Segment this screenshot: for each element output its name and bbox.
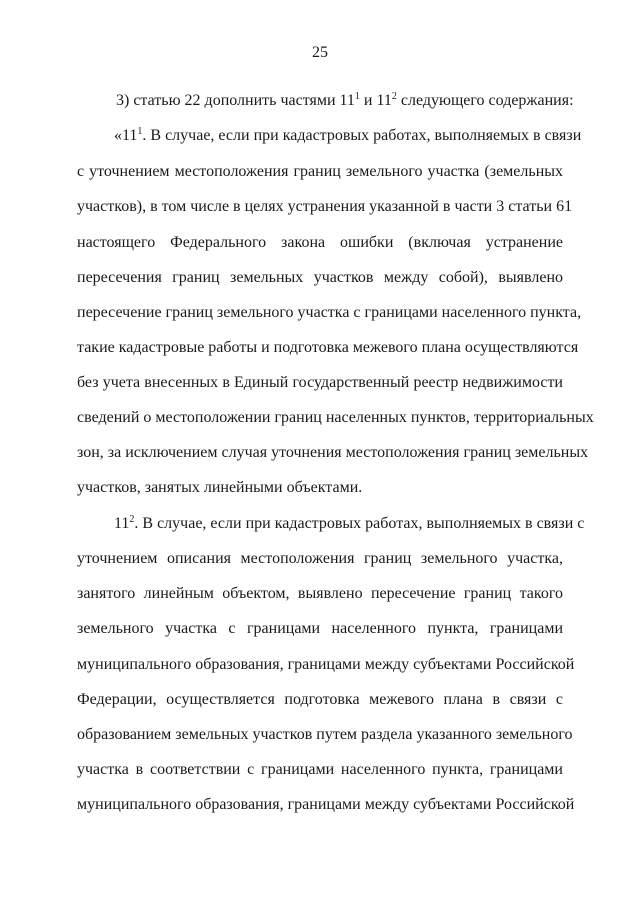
paragraph-line: земельного участка с границами населенного пункта, границами: [77, 620, 563, 637]
paragraph-line: зон, за исключением случая уточнения местоположения границ земельных: [77, 444, 589, 461]
paragraph-line: сведений о местоположении границ населенных пунктов, территориальных: [77, 409, 594, 426]
paragraph-line: занятого линейным объектом, выявлено пересечение границ такого: [77, 585, 563, 602]
page-number: 25: [312, 44, 328, 61]
paragraph-line: такие кадастровые работы и подготовка межевого плана осуществляются: [77, 339, 579, 356]
paragraph-line: пересечения границ земельных участков между собой), выявлено: [77, 269, 563, 286]
paragraph-line: муниципального образования, границами между субъектами Российской: [77, 656, 575, 673]
paragraph-line: настоящего Федерального закона ошибки (включая устранение: [77, 234, 563, 251]
paragraph-last-line: участков, занятых линейными объектами.: [77, 479, 363, 496]
paragraph-line: участка в соответствии с границами населенного пункта, границами: [77, 761, 563, 778]
paragraph-line: пересечение границ земельного участка с границами населенного пункта,: [77, 304, 582, 321]
paragraph-line: Федерации, осуществляется подготовка межевого плана в связи с: [77, 691, 563, 708]
paragraph-lead-line: $11^2$. В случае, если при кадастровых работах, выполняемых в связи с: [114, 514, 585, 532]
paragraph-line: образованием земельных участков путем раздела указанного земельного: [77, 726, 573, 743]
item-intro-line: 3) статью 22 дополнить частями $11^1$ и $11^2$ следующего содержания:: [116, 91, 574, 109]
paragraph-line: без учета внесенных в Единый государственный реестр недвижимости: [77, 374, 563, 391]
paragraph-lead-line: «$11^1$. В случае, если при кадастровых работах, выполняемых в связи: [114, 126, 582, 144]
paragraph-line: муниципального образования, границами между субъектами Российской: [77, 796, 575, 813]
paragraph-line: уточнением описания местоположения границ земельного участка,: [77, 550, 563, 567]
paragraph-line: участков), в том числе в целях устранения указанной в части 3 статьи 61: [77, 198, 573, 215]
paragraph-line: с уточнением местоположения границ земельного участка (земельных: [77, 163, 563, 180]
